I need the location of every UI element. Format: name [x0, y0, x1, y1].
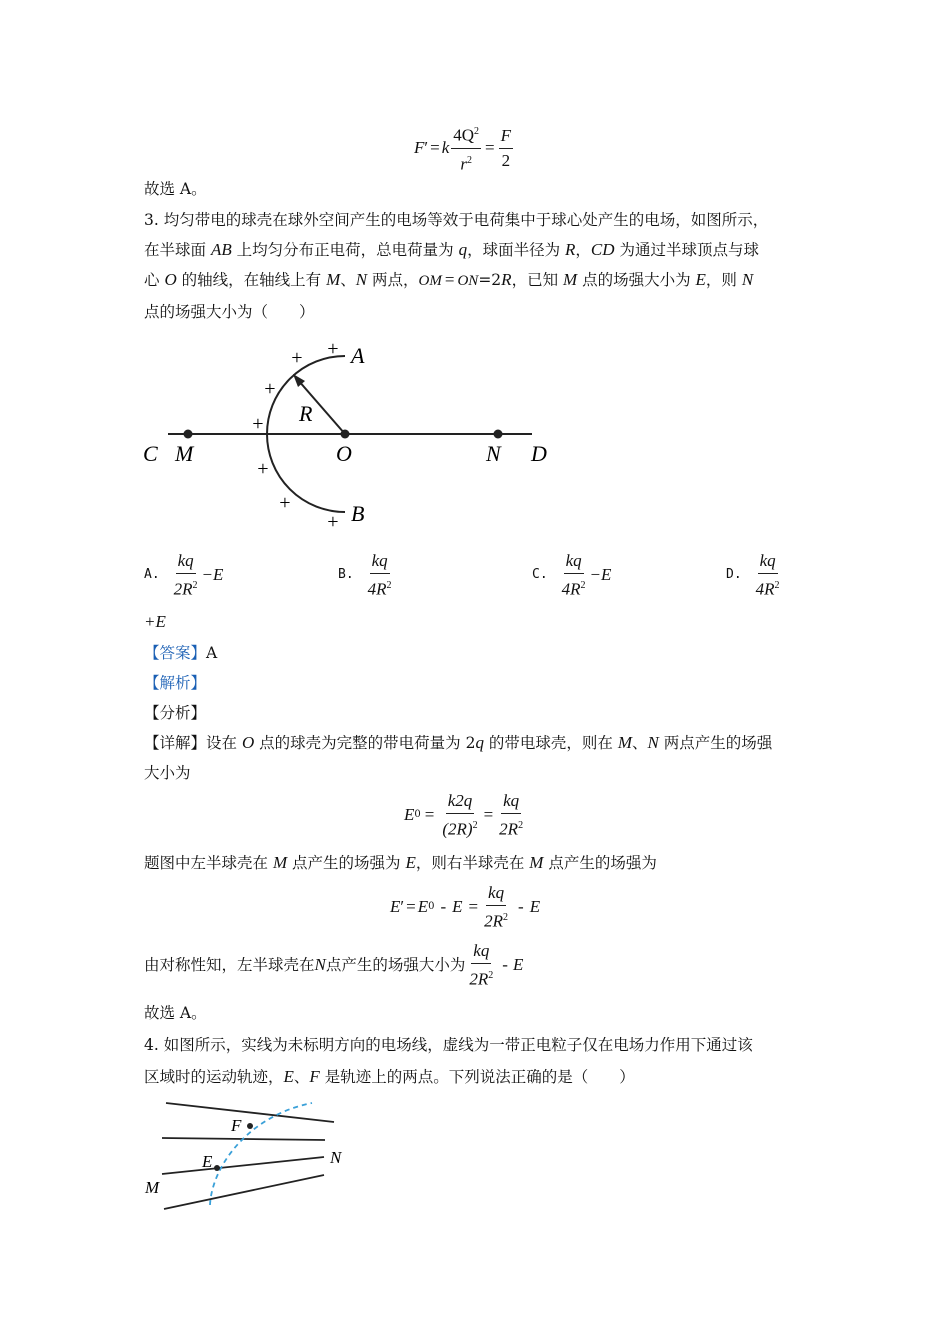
point-n-dot: [494, 430, 503, 439]
q4-l2-b: 、: [293, 1068, 310, 1086]
sym-den: 2R: [469, 969, 489, 989]
point-o-dot: [341, 430, 350, 439]
option-d-label: D.: [726, 567, 742, 582]
e0-frac-2: [497, 791, 525, 840]
label-a: A: [351, 343, 365, 368]
detail-l1-n: N: [647, 733, 659, 752]
option-c-tail: −E: [589, 565, 612, 584]
q3-l3-om: OM: [418, 273, 442, 289]
option-c[interactable]: [532, 550, 611, 600]
label-m: M: [175, 441, 194, 466]
q4-l2-c: 是轨迹上的两点。下列说法正确的是（ ）: [319, 1068, 635, 1086]
option-b-frac: [366, 551, 394, 600]
option-a-exp: 2: [192, 579, 198, 591]
q4-l2-e: E: [283, 1067, 294, 1086]
option-d[interactable]: [726, 550, 784, 600]
q3-l3-c: 、: [340, 271, 356, 289]
ep-e0-sub: 0: [428, 901, 435, 912]
q3-l2-b: 上均匀分布正电荷，总电荷量为: [231, 241, 459, 259]
ep-e0: E: [417, 897, 429, 916]
detail-l1-b: 点的球壳为完整的带电荷量为 2: [254, 734, 476, 752]
detail-l1-o: O: [241, 733, 255, 752]
label-n2: N: [330, 1148, 342, 1167]
q3-l3-o: O: [164, 270, 177, 289]
sym-minus: -: [502, 955, 508, 974]
label-r: R: [299, 401, 313, 426]
option-a-label: A.: [144, 567, 160, 582]
ep-den: 2R: [484, 911, 504, 931]
detail-line-1: [144, 728, 772, 758]
label-m2: M: [145, 1178, 160, 1197]
detail-l1-m: M: [617, 733, 632, 752]
point-f-dot: [247, 1123, 253, 1129]
analysis-tag: 【解析】: [144, 674, 207, 692]
plus-7: +: [326, 511, 340, 533]
sym-a: 由对称性知，左半球壳在: [144, 956, 315, 974]
e0-den1-exp: 2: [472, 819, 478, 831]
ep-eq2: =: [468, 897, 479, 916]
answer-value: A: [206, 644, 218, 662]
ep-e: E: [452, 897, 463, 916]
option-b-label: B.: [338, 567, 354, 582]
symmetry-line: [144, 940, 523, 990]
eq-num: 4Q: [453, 125, 475, 145]
q3-l3-b: 的轴线，在轴线上有: [176, 271, 327, 289]
plus-3: +: [263, 378, 277, 400]
plus-1: +: [326, 338, 340, 360]
ep-frac: [482, 883, 510, 932]
ep-minus2: -: [518, 897, 524, 916]
e0-den2-exp: 2: [518, 819, 524, 831]
e0-sub: 0: [414, 809, 421, 820]
q3-l3-r: R: [501, 270, 512, 289]
equation-e0: [404, 790, 527, 840]
eq-num-exp: 2: [474, 125, 480, 137]
q3-l2-e: 为通过半球顶点与球: [614, 241, 759, 259]
sym-frac: [467, 941, 495, 990]
label-n: N: [486, 441, 501, 466]
answer-conclusion-1: 故选 A。: [144, 180, 207, 198]
plus-5: +: [256, 458, 270, 480]
field-line-4: [164, 1175, 324, 1209]
eq-den-exp: 2: [466, 154, 472, 166]
ep-prime: ′: [400, 897, 405, 916]
q3-l2-r: R: [565, 240, 576, 259]
option-d-exp: 2: [774, 579, 780, 591]
field-lines-figure: [140, 1095, 360, 1220]
e0-den1: (2R): [442, 819, 473, 839]
q3-l3-E: E: [695, 270, 706, 289]
q3-l3-n2: N: [741, 270, 754, 289]
point-e-dot: [214, 1165, 220, 1171]
ll-m: M: [272, 853, 288, 872]
ep-e2: E: [529, 897, 541, 916]
label-d: D: [531, 441, 547, 466]
sym-n: N: [314, 955, 326, 974]
left-shell-line: [144, 848, 657, 878]
equation-force: [414, 124, 515, 172]
ep-num: kq: [486, 883, 506, 906]
option-c-exp: 2: [580, 579, 586, 591]
q3-l3-on: ON: [457, 273, 479, 289]
option-d-tail: +E: [144, 612, 166, 631]
eq-lhs: F: [414, 138, 425, 157]
eq-k: k: [441, 138, 450, 157]
detail-l1-a: 设在: [206, 734, 242, 752]
q3-l3-g: 点的场强大小为: [577, 271, 696, 289]
q3-l2-d: ，: [575, 241, 591, 259]
sym-num: kq: [471, 941, 491, 964]
q3-l3-a: 心: [144, 271, 165, 289]
q3-l3-e: =2: [478, 271, 502, 289]
ll-c: ，则右半球壳在: [415, 854, 530, 872]
q4-l2-f: F: [309, 1067, 320, 1086]
q3-line-1: 3. 均匀带电的球壳在球外空间产生的电场等效于电荷集中于球心处产生的电场，如图所示，: [144, 211, 769, 229]
field-line-3: [162, 1157, 324, 1174]
option-d-den: 4R: [755, 579, 775, 599]
q3-l2-a: 在半球面: [144, 241, 211, 259]
ll-d: 点产生的场强为: [543, 854, 657, 872]
label-o: O: [336, 441, 352, 466]
ep-den-exp: 2: [503, 911, 509, 923]
ep-lhs: E: [390, 897, 401, 916]
option-a-num: kq: [176, 551, 196, 574]
answer-tag: 【答案】: [144, 644, 207, 662]
eq-fraction-2: [499, 126, 513, 171]
option-c-frac: [560, 551, 588, 600]
option-c-label: C.: [532, 567, 548, 582]
q4-line-1: 4. 如图所示，实线为未标明方向的电场线，虚线为一带正电粒子仅在电场力作用下通过该: [144, 1036, 753, 1054]
e0-eq: =: [424, 805, 435, 824]
eq-prime: ′: [424, 138, 429, 157]
option-b-den: 4R: [367, 579, 387, 599]
q3-l2-ab: AB: [210, 240, 232, 259]
detail-l1-e: 两点产生的场强: [658, 734, 773, 752]
label-f: F: [231, 1116, 242, 1135]
sym-den-exp: 2: [488, 969, 494, 981]
hemisphere-figure: [140, 335, 560, 535]
eq-rnum: F: [499, 126, 513, 149]
eq-fraction-1: [451, 122, 481, 174]
label-e: E: [202, 1152, 213, 1171]
e0-frac-1: [440, 791, 479, 840]
e0-eq2: =: [483, 805, 494, 824]
option-b[interactable]: [338, 550, 396, 600]
equation-eprime: [390, 882, 540, 932]
eq-equals-2: =: [485, 138, 495, 157]
detail-l1-q: q: [475, 733, 484, 752]
fenxi-tag: 【分析】: [144, 704, 207, 722]
q3-l3-eq: =: [444, 270, 455, 289]
option-c-den: 4R: [561, 579, 581, 599]
detail-line-2: 大小为: [144, 764, 191, 782]
option-b-exp: 2: [386, 579, 392, 591]
q4-l2-a: 区域时的运动轨迹，: [144, 1068, 284, 1086]
q3-line-4: 点的场强大小为（ ）: [144, 303, 315, 321]
q3-line-2: [144, 235, 759, 265]
answer-conclusion-2: 故选 A。: [144, 1004, 207, 1022]
q3-l3-h: ，则: [705, 271, 742, 289]
q3-l2-c: ，球面半径为: [467, 241, 566, 259]
sym-e: E: [512, 955, 524, 974]
ll-b: 点产生的场强为: [287, 854, 406, 872]
q3-l3-m2: M: [563, 270, 578, 289]
e0-num2: kq: [501, 791, 521, 814]
plus-6: +: [278, 492, 292, 514]
q3-l3-d: 两点，: [367, 271, 419, 289]
eq-den: r: [460, 154, 467, 174]
q3-line-3: [144, 265, 753, 296]
e0-lhs: E: [404, 805, 415, 824]
plus-2: +: [290, 347, 304, 369]
detail-l1-d: 、: [631, 734, 648, 752]
q3-l3-m: M: [326, 270, 341, 289]
field-line-1: [166, 1103, 334, 1122]
option-c-num: kq: [564, 551, 584, 574]
ll-m2: M: [529, 853, 544, 872]
point-m-dot: [184, 430, 193, 439]
option-a[interactable]: [144, 550, 223, 600]
e0-den2: 2R: [499, 819, 519, 839]
option-a-tail: −E: [201, 565, 224, 584]
eq-rden: 2: [501, 150, 511, 170]
option-b-num: kq: [370, 551, 390, 574]
ll-e: E: [405, 853, 416, 872]
q3-l3-f: ，已知: [511, 271, 563, 289]
q3-l2-q: q: [458, 240, 468, 259]
option-d-num: kq: [758, 551, 778, 574]
q3-l2-cd: CD: [590, 240, 615, 259]
detail-tag: 【详解】: [144, 734, 207, 752]
ep-minus: -: [440, 897, 447, 916]
q3-l3-n: N: [355, 270, 368, 289]
option-a-frac: [172, 551, 200, 600]
e0-num1: k2q: [446, 791, 475, 814]
sym-b: 点产生的场强大小为: [325, 956, 466, 974]
option-d-frac: [754, 551, 782, 600]
label-b: B: [351, 501, 365, 526]
q4-line-2: [144, 1062, 635, 1092]
ll-a: 题图中左半球壳在: [144, 854, 273, 872]
option-a-den: 2R: [173, 579, 193, 599]
ep-eq: =: [406, 897, 416, 916]
plus-4: +: [251, 413, 265, 435]
detail-l1-c: 的带电球壳，则在: [483, 734, 618, 752]
eq-equals: =: [430, 138, 440, 157]
answer-line: [144, 638, 217, 668]
label-c: C: [143, 441, 158, 466]
